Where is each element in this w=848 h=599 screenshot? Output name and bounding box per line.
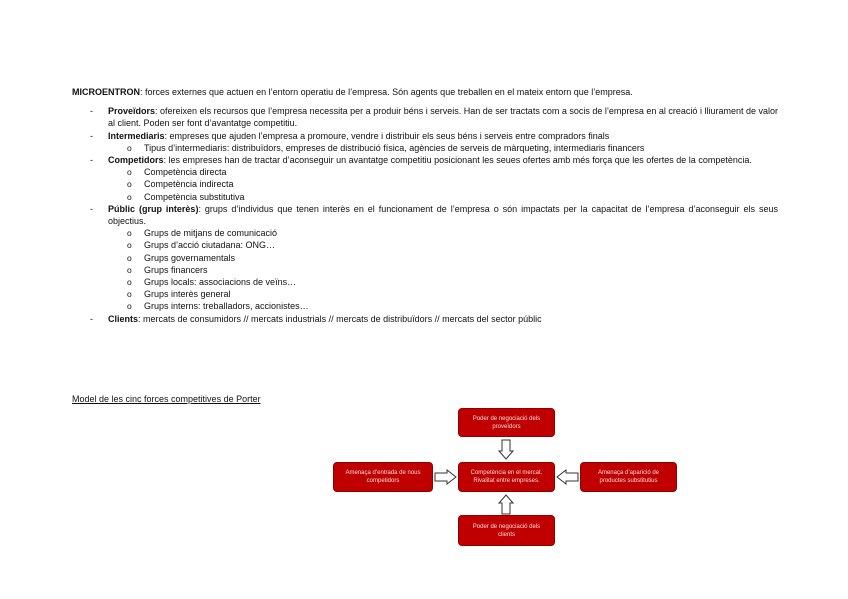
arrow-left-icon bbox=[556, 469, 579, 485]
box-substitutes: Amenaça d’aparició de productes substitutius bbox=[580, 462, 677, 492]
list-item bbox=[72, 105, 778, 129]
sub-list-item: o Grups locals: associacions de veïns… bbox=[108, 276, 778, 288]
list-item bbox=[72, 313, 778, 325]
intro-text: : forces externes que actuen en l’entorn operatiu de l’empresa. Són agents que treballen en el mateix entorn que l’empresa. bbox=[140, 87, 633, 97]
sub-list-item: o Competència substitutiva bbox=[108, 191, 778, 203]
list-item bbox=[72, 154, 778, 203]
sub-list bbox=[108, 227, 778, 312]
intro-term: MICROENTRON bbox=[72, 87, 140, 97]
box-buyers: Poder de negociació dels clients bbox=[458, 515, 555, 546]
item-text: : empreses que ajuden l’empresa a promoure, vendre i distribuir els seus béns i serveis entre compradors finals bbox=[164, 130, 610, 141]
sub-list-item: o Grups de mitjans de comunicació bbox=[108, 227, 778, 239]
list-item bbox=[72, 130, 778, 154]
item-term: Competidors bbox=[108, 155, 164, 166]
item-text: : mercats de consumidors // mercats industrials // mercats de distribuïdors // mercats del sector públic bbox=[138, 313, 542, 324]
sub-list-item: o Grups financers bbox=[108, 264, 778, 276]
item-text: : grups d’individus que tenen interès en el funcionament de l’empresa o són impactats per la capacitat de l’empresa d’aconseguir els seus objectius. bbox=[108, 203, 778, 227]
forces-list bbox=[72, 105, 778, 325]
sub-list-item: o Grups interès general bbox=[108, 288, 778, 300]
document-body bbox=[72, 86, 778, 325]
sub-list-item: o Tipus d’intermediaris: distribuïdors, empreses de distribució física, agències de serveis de màrqueting, intermediaris financers bbox=[108, 142, 778, 154]
box-new-entrants: Amenaça d’entrada de nous competidors bbox=[333, 462, 433, 492]
arrow-up-icon bbox=[498, 494, 514, 515]
model-title: Model de les cinc forces competitives de Porter bbox=[72, 394, 261, 404]
item-text: : ofereixen els recursos que l’empresa necessita per a produir béns i serveis. Han de ser tractats com a socis de l’empresa en al creació i lliurament de valor al client. Poden ser font d’avantatge competitiu. bbox=[108, 106, 778, 129]
sub-list-item: o Grups d’acció ciutadana: ONG… bbox=[108, 239, 778, 251]
arrow-right-icon bbox=[434, 469, 457, 485]
intro-paragraph bbox=[72, 86, 778, 98]
item-term: Proveïdors bbox=[108, 106, 156, 117]
item-term: Intermediaris bbox=[108, 130, 165, 141]
box-rivalry: Competència en el mercat. Rivalitat entre empreses. bbox=[458, 462, 555, 492]
sub-list bbox=[108, 166, 778, 203]
sub-list bbox=[108, 142, 778, 154]
arrow-down-icon bbox=[498, 439, 514, 460]
list-item bbox=[72, 203, 778, 313]
box-suppliers: Poder de negociació dels proveïdors bbox=[458, 408, 555, 437]
sub-list-item: o Grups interns: treballadors, accionistes… bbox=[108, 300, 778, 312]
sub-list-item: o Grups governamentals bbox=[108, 252, 778, 264]
item-term: Públic (grup interès) bbox=[108, 203, 199, 214]
item-text: : les empreses han de tractar d’aconseguir un avantatge competitiu posicionant les seues ofertes amb més força que les ofertes de la competència. bbox=[163, 155, 752, 166]
sub-list-item: o Competència directa bbox=[108, 166, 778, 178]
item-term: Clients bbox=[108, 313, 139, 324]
sub-list-item: o Competència indirecta bbox=[108, 178, 778, 190]
